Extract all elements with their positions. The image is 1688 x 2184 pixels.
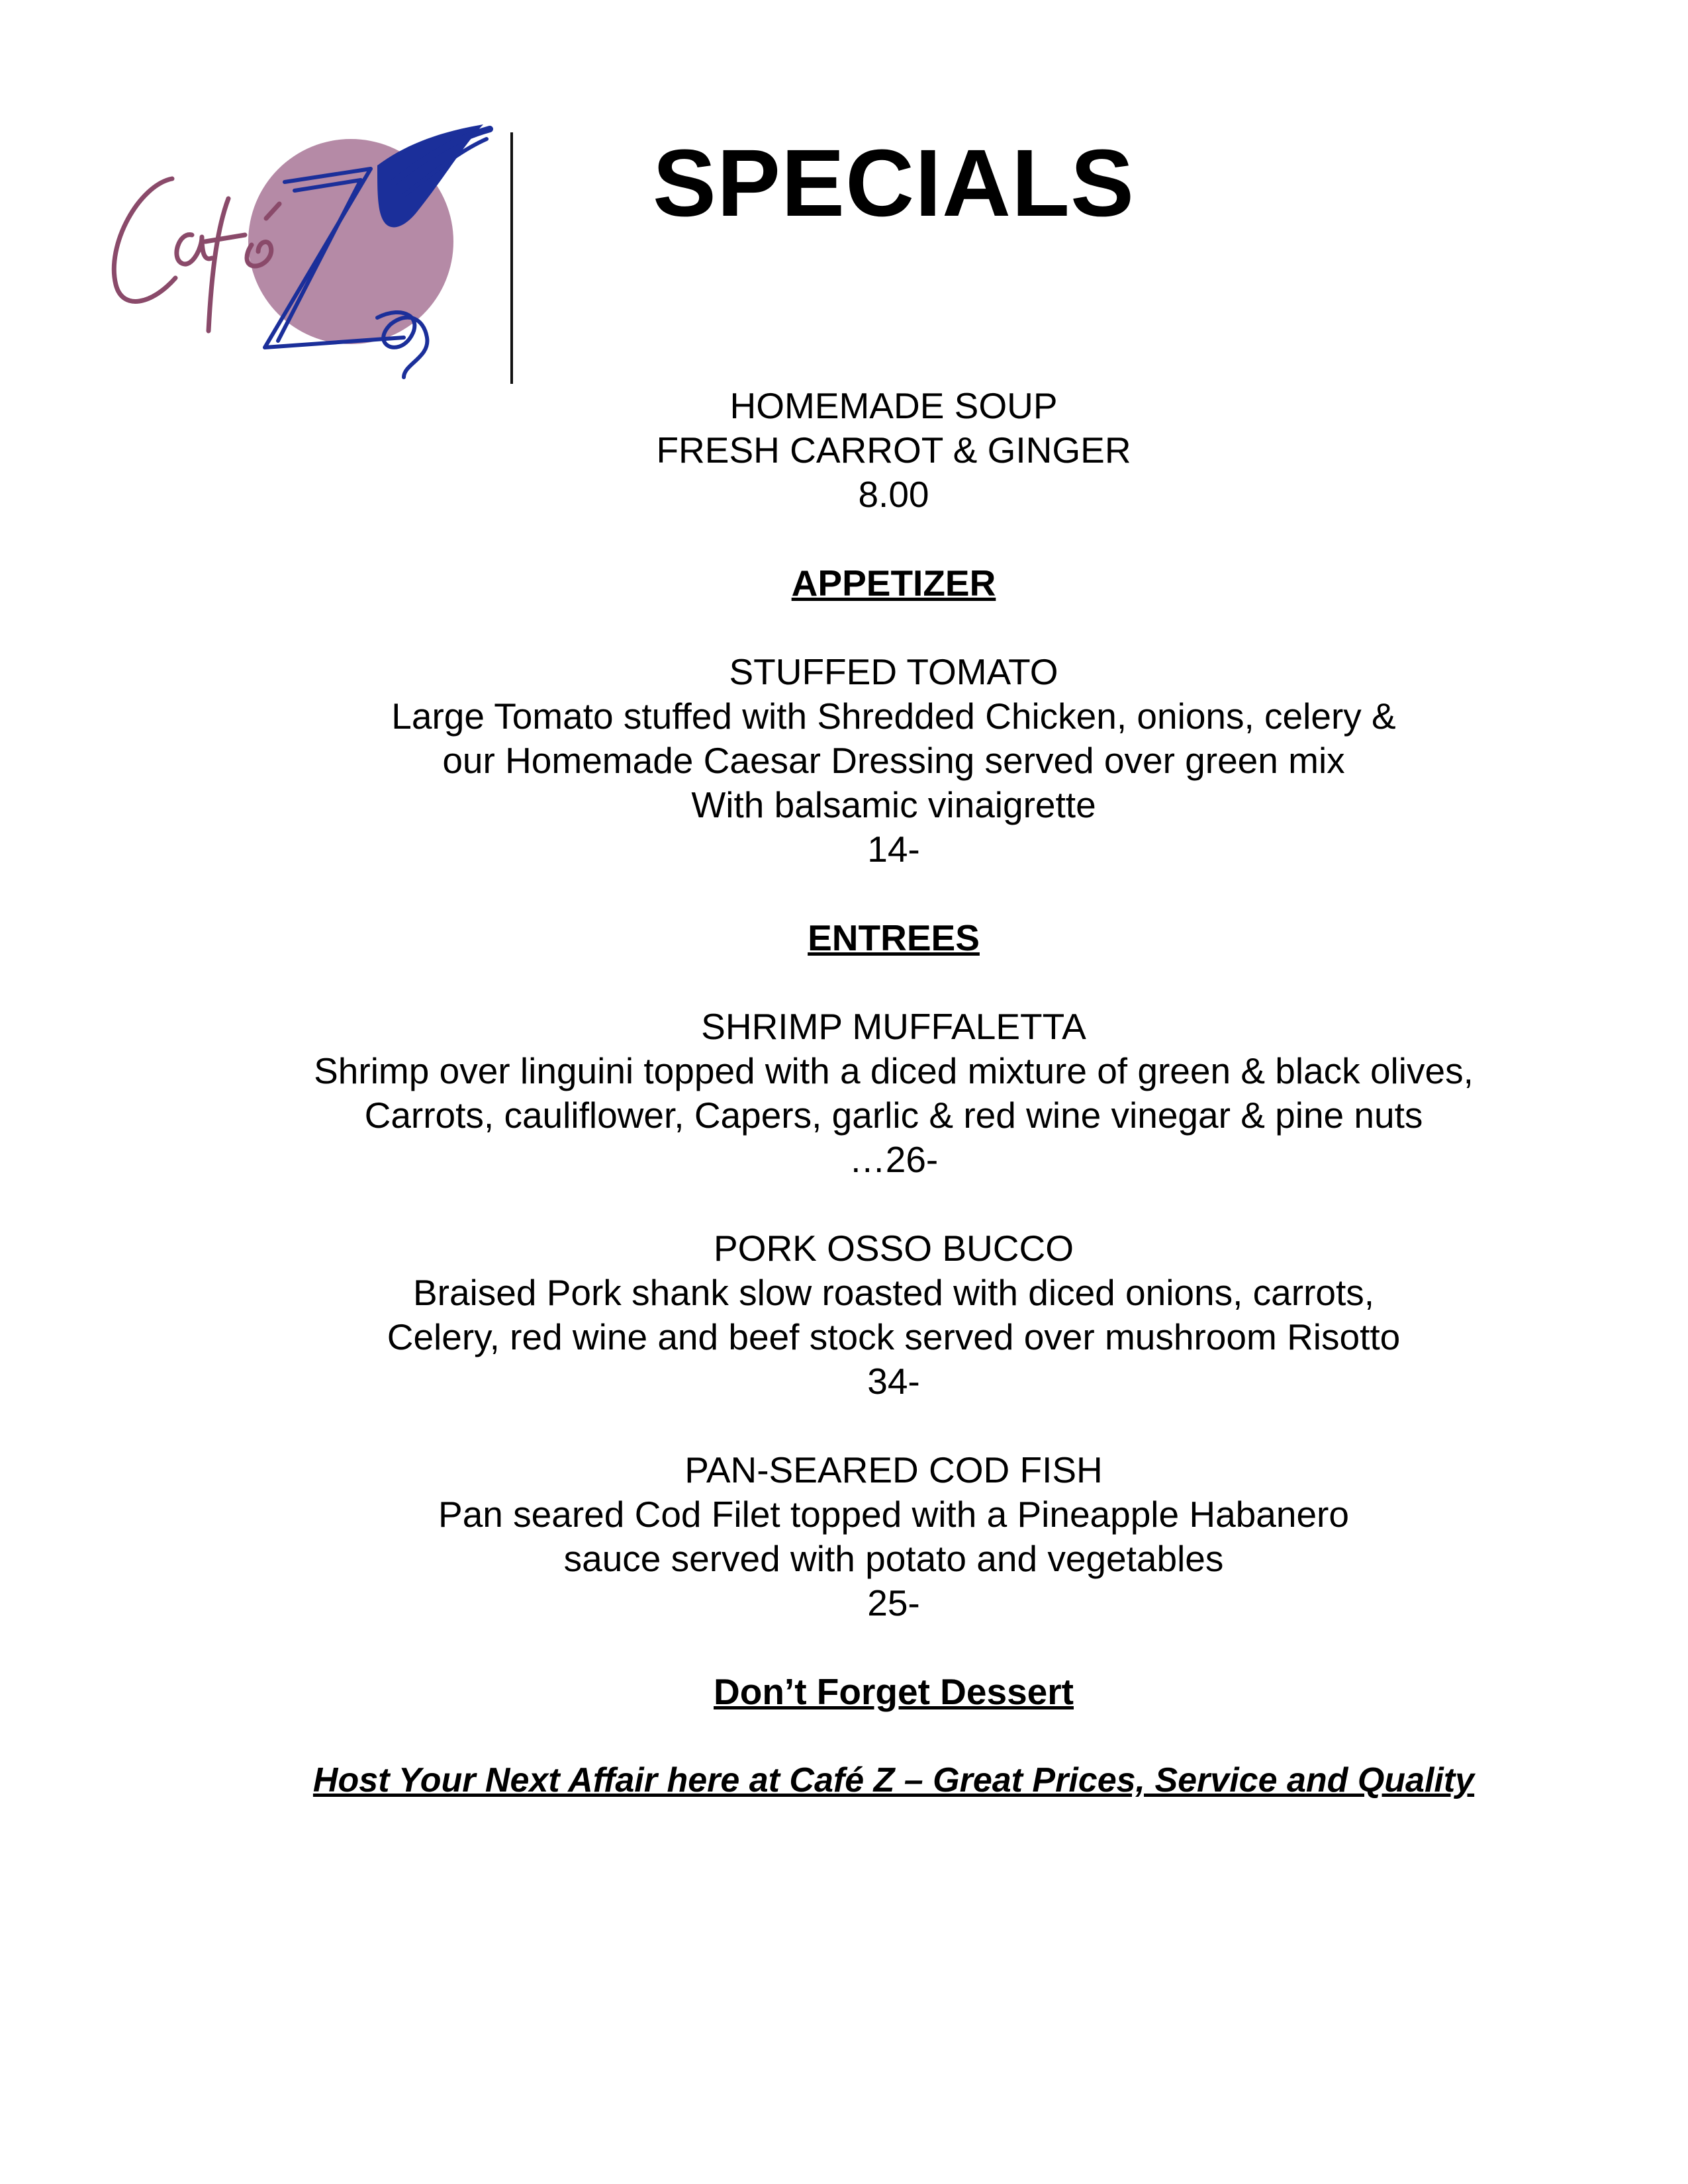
entree-description: Braised Pork shank slow roasted with diced onions, carrots, [412,1272,1375,1313]
entree-description: Celery, red wine and beef stock served over mushroom Risotto [387,1316,1401,1357]
entree-price: …26- [849,1139,939,1180]
menu-content [132,384,1655,1803]
appetizer-item-description: our Homemade Caesar Dressing served over green mix [442,740,1345,781]
entree-name: PAN-SEARED COD FISH [684,1449,1103,1490]
entrees-heading: ENTREES [808,917,980,958]
entree-price: 25- [867,1582,920,1623]
soup-heading: HOMEMADE SOUP [729,385,1058,426]
logo-divider [510,132,513,384]
cafe-z-logo [93,119,523,384]
entree-description: Shrimp over linguini topped with a diced mixture of green & black olives, [314,1050,1474,1091]
entree-description: sauce served with potato and vegetables [563,1538,1224,1579]
entree-name: PORK OSSO BUCCO [714,1228,1074,1269]
entree-description: Carrots, cauliflower, Capers, garlic & red wine vinegar & pine nuts [364,1095,1423,1136]
dessert-note: Don’t Forget Dessert [714,1671,1074,1712]
entree-description: Pan seared Cod Filet topped with a Pineapple Habanero [438,1494,1349,1535]
appetizer-heading: APPETIZER [791,563,996,604]
appetizer-item-price: 14- [867,829,920,870]
promo-text: Host Your Next Affair here at Café Z – Great Prices, Service and Quality [312,1761,1475,1799]
page-title: SPECIALS [652,130,1135,236]
entree-name: SHRIMP MUFFALETTA [701,1006,1086,1047]
entree-price: 34- [867,1361,920,1402]
appetizer-item-description: Large Tomato stuffed with Shredded Chicken, onions, celery & [391,696,1396,737]
appetizer-item-description: With balsamic vinaigrette [691,784,1096,825]
soup-name: FRESH CARROT & GINGER [656,430,1131,471]
appetizer-item-name: STUFFED TOMATO [729,651,1058,692]
soup-price: 8.00 [858,474,929,515]
